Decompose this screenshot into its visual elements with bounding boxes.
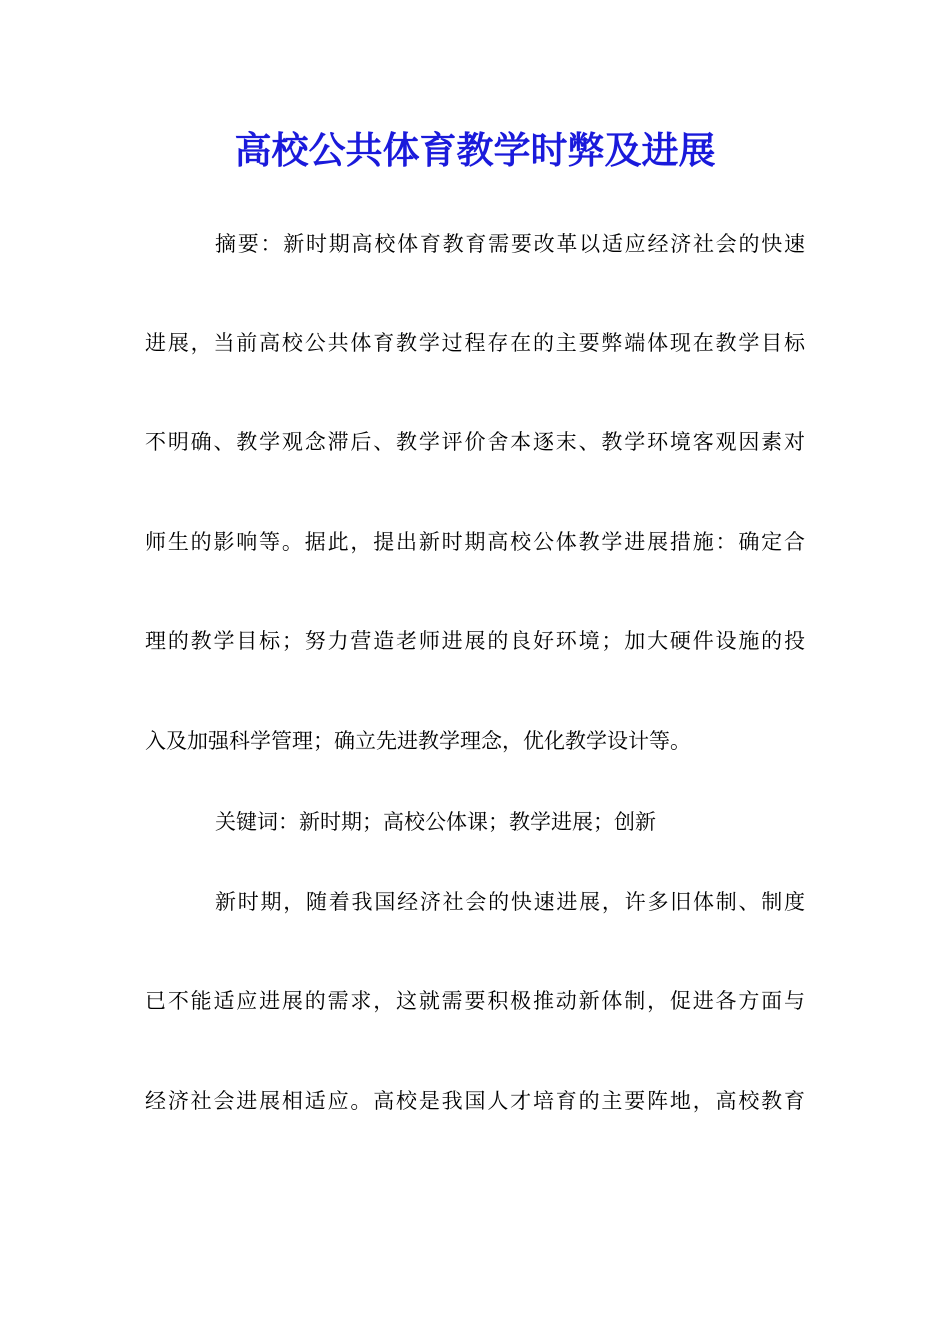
abstract-line: 师生的影响等。据此，提出新时期高校公体教学进展措施：确定合: [145, 530, 805, 554]
document-title: 高校公共体育教学时弊及进展: [234, 128, 716, 172]
body-line: 已不能适应进展的需求，这就需要积极推动新体制，促进各方面与: [145, 989, 805, 1013]
keywords-line: 关键词：新时期；高校公体课；教学进展；创新: [215, 810, 656, 834]
abstract-line: 不明确、教学观念滞后、教学评价舍本逐末、教学环境客观因素对: [145, 430, 805, 454]
abstract-line: 入及加强科学管理；确立先进教学理念，优化教学设计等。: [145, 729, 691, 753]
body-line: 经济社会进展相适应。高校是我国人才培育的主要阵地，高校教育: [145, 1089, 805, 1113]
abstract-line: 理的教学目标；努力营造老师进展的良好环境；加大硬件设施的投: [145, 629, 805, 653]
abstract-line: 进展，当前高校公共体育教学过程存在的主要弊端体现在教学目标: [145, 331, 805, 355]
body-line: 新时期，随着我国经济社会的快速进展，许多旧体制、制度: [215, 890, 805, 914]
abstract-line: 摘要：新时期高校体育教育需要改革以适应经济社会的快速: [215, 232, 805, 256]
